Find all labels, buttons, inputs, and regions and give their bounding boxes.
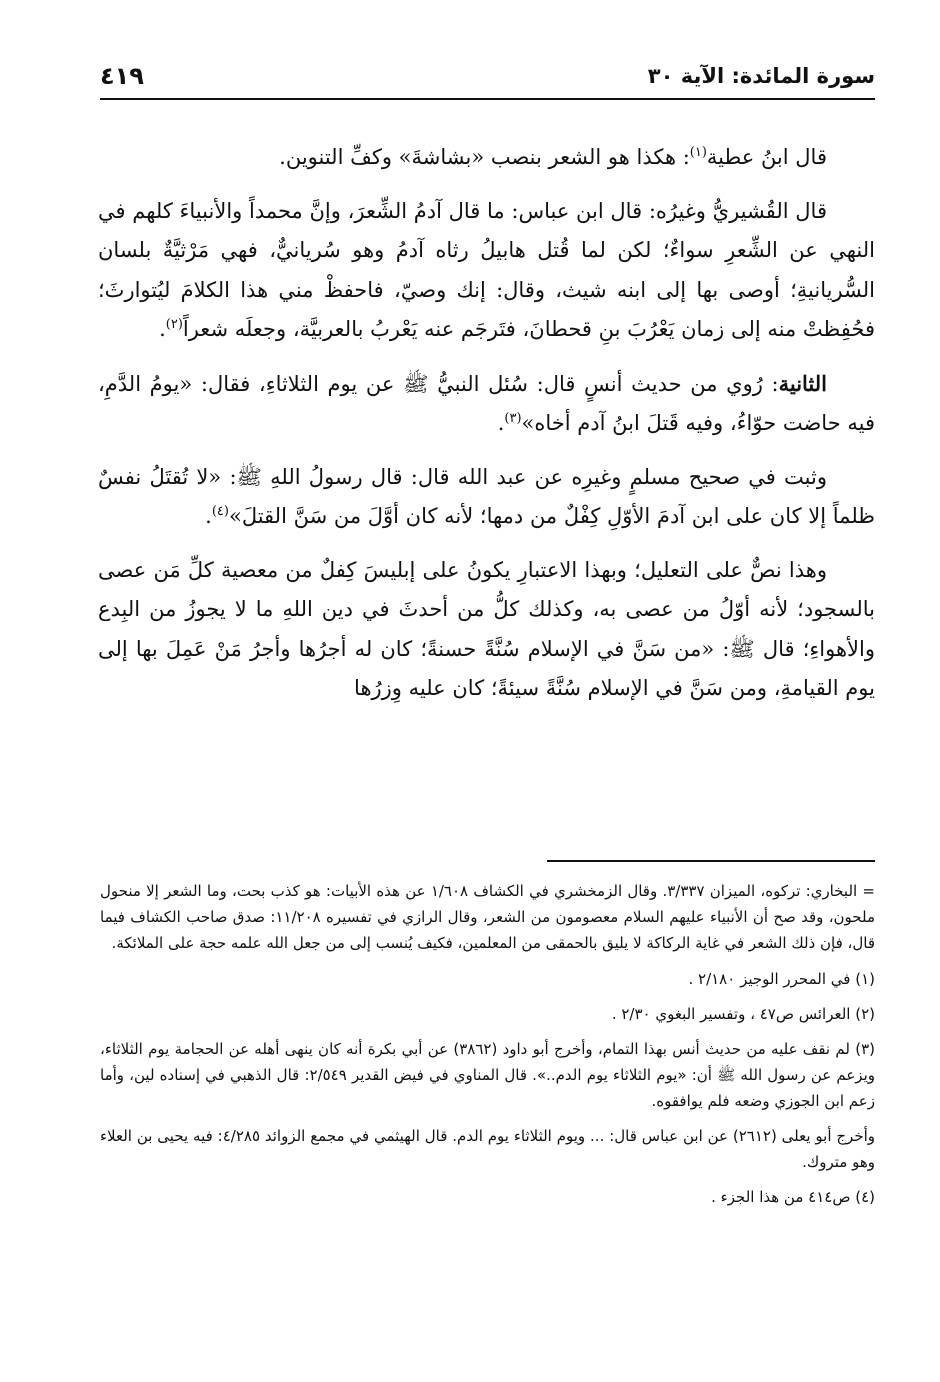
footnote-2: (٢) العرائس ص٤٧ ، وتفسير البغوي ٢/٣٠ .: [611, 1005, 875, 1023]
surah-title: سورة المائدة: الآية ٣٠: [647, 64, 875, 88]
footnote-ref-1: (١): [689, 145, 707, 160]
footnote-4: (٤) ص٤١٤ من هذا الجزء .: [711, 1188, 875, 1206]
running-header: [100, 58, 875, 100]
paragraph-2: قال القُشيريُّ وغيرُه: قال ابن عباس: ما قال آدمُ الشِّعرَ، وإنَّ محمداً والأنبياءَ كلهم في النهي عن الشِّعرِ سواءٌ؛ لكن لما قُتل هابيلُ رثاه آدمُ وهو سُريانيٌّ، فهي مَرْثيَّةٌ بلسان السُّريانيةِ؛ أوصى بها إلى ابنه شيث، وقال: إنك وصيّ، فاحفظْ مني هذا الكلامَ ليُتوارثَ؛ فحُفِظتْ منه إلى زمان يَعْرُبَ بنِ قحطانَ، فتَرجَم عنه يَعْربُ بالعربيَّة، وجعلَه شعراً$^{(٢)}$.: [98, 198, 875, 341]
footnote-3-continued: وأخرج أبو يعلى (٢٦١٢) عن ابن عباس قال: ... ويوم الثلاثاء يوم الدم. قال الهيثمي في مجمع الزوائد ٤/٢٨٥: فيه يحيى بن العلاء وهو متروك.: [100, 1127, 875, 1171]
footnotes: [100, 878, 875, 1219]
paragraph-1: قال ابنُ عطية$^{(١)}$: هكذا هو الشعر بنصب «بشاشةَ» وكفِّ التنوين.: [279, 145, 827, 169]
footnote-ref-2: (٢): [165, 317, 183, 332]
paragraph-3: الثانية: رُوي من حديث أنسٍ قال: سُئل النبيُّ ﷺ عن يوم الثلاثاءِ، فقال: «يومُ الدَّمِ، فيه حاضت حوّاءُ، وفيه قَتلَ ابنُ آدم أخاه»$^{(٣)}$.: [98, 370, 875, 435]
section-label: الثانية: [778, 370, 828, 396]
footnote-ref-4: (٤): [211, 504, 229, 519]
page-number: ٤١٩: [100, 62, 144, 90]
paragraph-4: وثبت في صحيح مسلمٍ وغيرِه عن عبد الله قال: قال رسولُ اللهِ ﷺ: «لا تُقتَلُ نفسٌ ظلماً إلا كان على ابن آدمَ الأوّلِ كِفْلٌ من دمها؛ لأنه كان أوَّلَ من سَنَّ القتلَ»$^{(٤)}$.: [98, 464, 875, 528]
footnote-1: (١) في المحرر الوجيز ٢/١٨٠ .: [688, 970, 875, 988]
footnote-3: (٣) لم نقف عليه من حديث أنس بهذا التمام، وأخرج أبو داود (٣٨٦٢) عن أبي بكرة أنه كان ينهى أهله عن الحجامة يوم الثلاثاء، ويزعم عن رسول الله ﷺ أن: «يوم الثلاثاء يوم الدم..». قال المناوي في فيض القدير ٢/٥٤٩: قال الذهبي في إسناده لين، وأما زعم ابن الجوزي وضعه فلم يوافقوه.: [100, 1040, 875, 1110]
footnote-separator: [547, 860, 875, 862]
paragraph-5: وهذا نصٌّ على التعليل؛ وبهذا الاعتبارِ يكونُ على إبليسَ كِفلٌ من معصية كلِّ مَن عصى بالسجود؛ لأنه أوّلُ من عصى به، وكذلك كلُّ من أحدثَ في دين اللهِ ما لا يجوزُ من البِدع والأهواءِ؛ قال ﷺ: «من سَنَّ في الإسلام سُنَّةً حسنةً؛ كان له أجرُها وأجرُ مَنْ عَمِلَ بها إلى يوم القيامةِ، ومن سَنَّ في الإسلام سُنَّةً سيئةً؛ كان عليه وِزرُها: [98, 557, 875, 700]
footnote-ref-3: (٣): [504, 411, 522, 426]
main-text: [98, 138, 875, 723]
footnote-continued: = البخاري: تركوه، الميزان ٣/٣٣٧. وقال الزمخشري في الكشاف ١/٦٠٨ عن هذه الأبيات: هو كذب بحت، وما الشعر إلا منحول ملحون، وقد صح أن الأنبياء عليهم السلام معصومون من الشعر، وقال الرازي في تفسيره ١١/٢٠٨: صدق صاحب الكشاف فيما قال، فإن ذلك الشعر في غاية الركاكة لا يليق بالحمقى من المعلمين، فكيف يُنسب إلى من جعل الله علمه حجة على الملائكة.: [100, 882, 875, 952]
